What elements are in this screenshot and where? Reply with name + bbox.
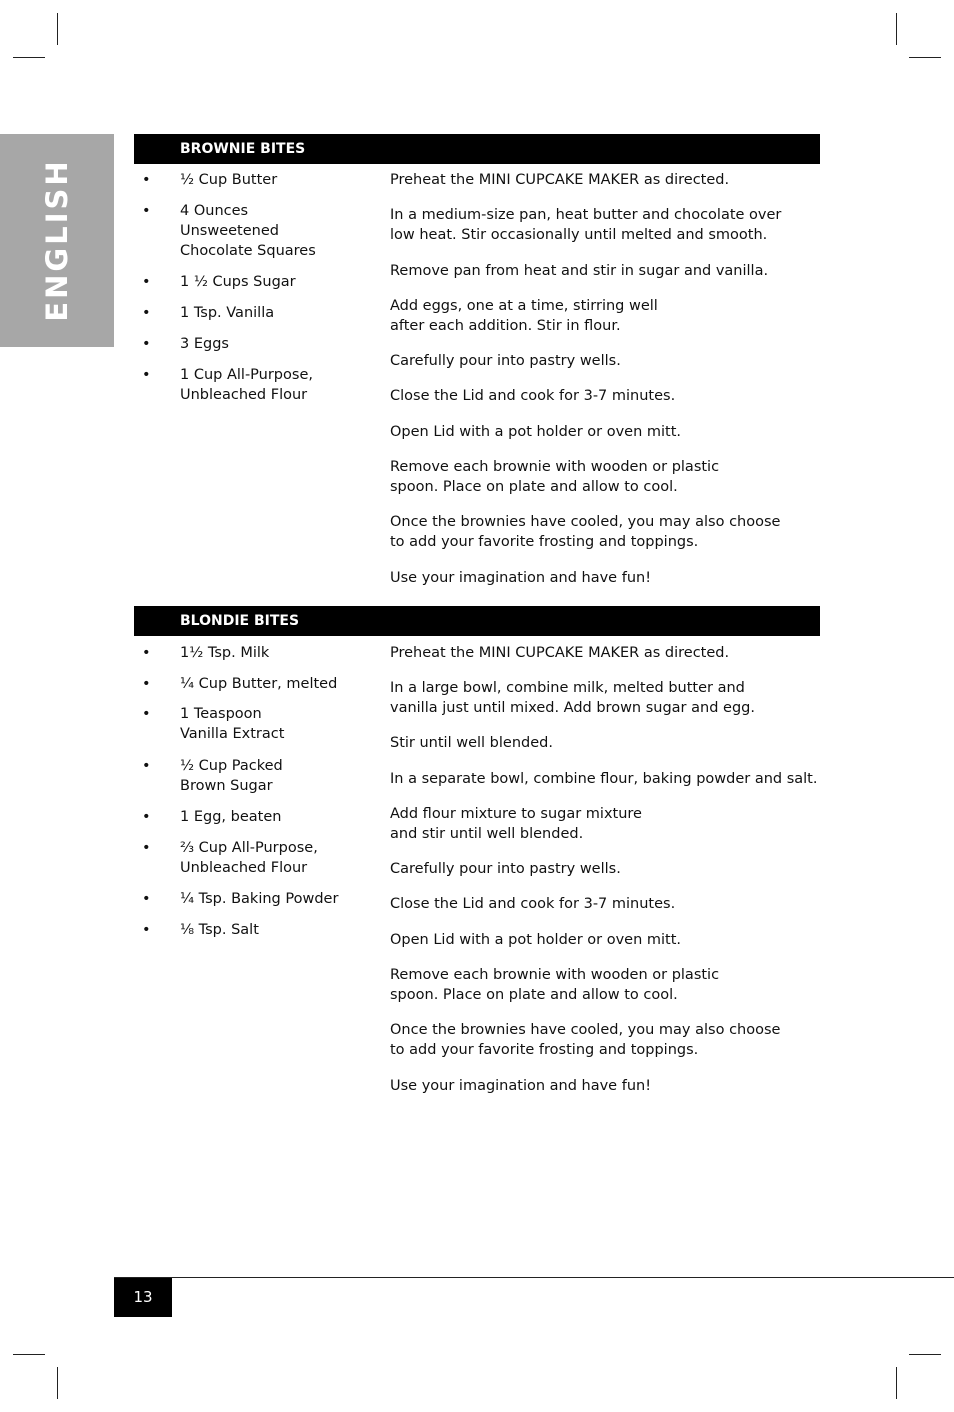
step-item: In a medium-size pan, heat butter and chocolate over low heat. Stir occasionally until melted and smooth. [390,207,782,243]
language-label: ENGLISH [40,158,74,322]
recipe-title: BLONDIE BITES [134,606,820,636]
crop-mark [896,1367,897,1399]
crop-mark [57,1367,58,1399]
step-item: Stir until well blended. [390,735,553,751]
crop-mark [57,13,58,45]
crop-mark [909,57,941,58]
step-item: Use your imagination and have fun! [390,1078,652,1094]
step-item: In a large bowl, combine milk, melted butter and vanilla just until mixed. Add brown sugar and egg. [390,680,755,716]
step-item: Open Lid with a pot holder or oven mitt. [390,424,682,440]
step-item: Open Lid with a pot holder or oven mitt. [390,932,682,948]
crop-mark [896,13,897,45]
step-item: Carefully pour into pastry wells. [390,861,621,877]
step-item: Preheat the MINI CUPCAKE MAKER as directed. [390,645,730,661]
crop-mark [909,1354,941,1355]
step-item: Remove each brownie with wooden or plastic spoon. Place on plate and allow to cool. [390,967,720,1003]
crop-mark [13,1354,45,1355]
recipe-brownie-bites: BROWNIE BITES • ½ Cup Butter • 4 Ounces Unsweetened Chocolate Squares • 1 ½ Cups Sugar • 1 Tsp. Vanilla • 3 Eggs • 1 Cup All-Purpose, Unbleached Flour Preheat the MINI CUPCAKE MAKER as directed. In a medium-size pan, heat butter and chocolate over low heat. Stir occasionally until melted and smooth. Remove pan from heat and stir in sugar and vanilla. Add eggs, one at a time, stirring well after each addition. Stir in flour. Carefully pour into pastry wells. Close the Lid and cook for 3-7 minutes. Open Lid with a pot holder or oven mitt. Remove each brownie with wooden or plastic spoon. Place on plate and allow to cool. Once the brownies have cooled, you may also choose to add your favorite frosting and toppings. Use your imagination and have fun! [134,134,820,164]
step-item: Remove each brownie with wooden or plastic spoon. Place on plate and allow to cool. [390,459,720,495]
step-item: Use your imagination and have fun! [390,570,652,586]
footer-divider [114,1277,954,1278]
crop-mark [13,57,45,58]
step-item: Add eggs, one at a time, stirring well after each addition. Stir in flour. [390,298,658,334]
step-item: Carefully pour into pastry wells. [390,353,621,369]
recipe-title: BROWNIE BITES [134,134,820,164]
recipe-blondie-bites: BLONDIE BITES • 1½ Tsp. Milk • ¼ Cup Butter, melted • 1 Teaspoon Vanilla Extract • ½ Cup Packed Brown Sugar • 1 Egg, beaten • ⅔ Cup All-Purpose, Unbleached Flour • ¼ Tsp. Baking Powder • ⅛ Tsp. Salt Preheat the MINI CUPCAKE MAKER as directed. In a large bowl, combine milk, melted butter and vanilla just until mixed. Add brown sugar and egg. Stir until well blended. In a separate bowl, combine flour, baking powder and salt. Add flour mixture to sugar mixture and stir until well blended. Carefully pour into pastry wells. Close the Lid and cook for 3-7 minutes. Open Lid with a pot holder or oven mitt. Remove each brownie with wooden or plastic spoon. Place on plate and allow to cool. Once the brownies have cooled, you may also choose to add your favorite frosting and toppings. Use your imagination and have fun! [134,606,820,636]
step-item: Once the brownies have cooled, you may also choose to add your favorite frosting and toppings. [390,514,781,550]
step-item: Close the Lid and cook for 3-7 minutes. [390,388,676,404]
step-item: In a separate bowl, combine flour, baking powder and salt. [390,771,818,787]
step-item: Remove pan from heat and stir in sugar and vanilla. [390,263,769,279]
step-item: Preheat the MINI CUPCAKE MAKER as directed. [390,172,730,188]
step-item: Add flour mixture to sugar mixture and stir until well blended. [390,806,642,842]
step-item: Once the brownies have cooled, you may also choose to add your favorite frosting and toppings. [390,1022,781,1058]
page-number: 13 [114,1278,172,1317]
step-item: Close the Lid and cook for 3-7 minutes. [390,896,676,912]
language-tab [0,134,114,347]
